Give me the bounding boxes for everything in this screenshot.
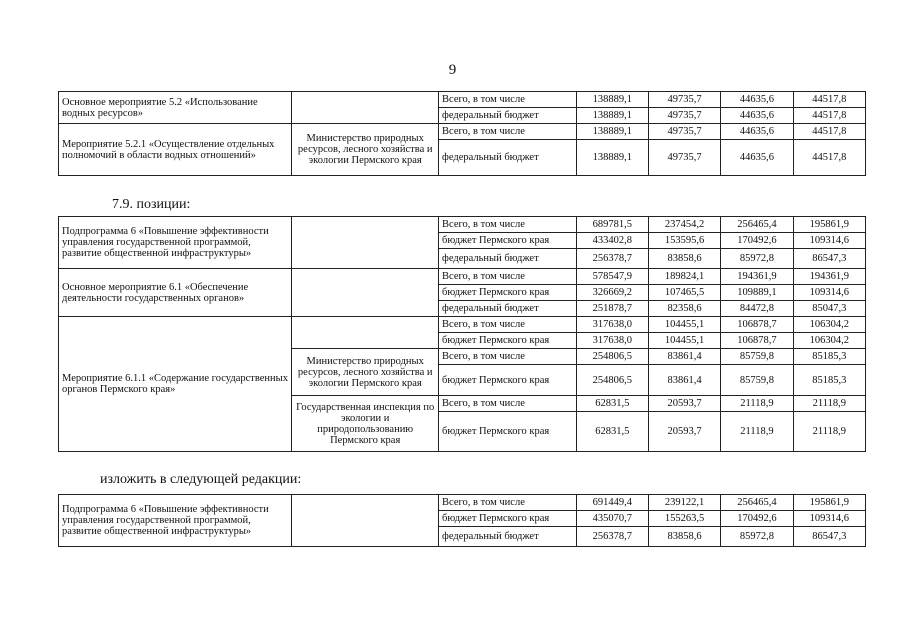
amount-cell: 21118,9 bbox=[721, 396, 793, 412]
amount-cell: 44635,6 bbox=[721, 108, 793, 124]
heading-new-edition: изложить в следующей редакции: bbox=[100, 472, 302, 487]
amount-cell: 44635,6 bbox=[721, 92, 793, 108]
amount-cell: 109889,1 bbox=[721, 285, 793, 301]
amount-cell: 82358,6 bbox=[648, 301, 720, 317]
amount-cell: 106304,2 bbox=[793, 333, 865, 349]
table-row bbox=[59, 217, 866, 233]
amount-cell: 317638,0 bbox=[576, 333, 648, 349]
amount-cell: 44517,8 bbox=[793, 108, 865, 124]
executor-name bbox=[292, 269, 439, 317]
funding-source: федеральный бюджет bbox=[439, 108, 577, 124]
amount-cell: 84472,8 bbox=[721, 301, 793, 317]
amount-cell: 138889,1 bbox=[576, 140, 648, 176]
amount-cell: 85972,8 bbox=[721, 249, 793, 269]
amount-cell: 326669,2 bbox=[576, 285, 648, 301]
amount-cell: 62831,5 bbox=[576, 412, 648, 452]
amount-cell: 239122,1 bbox=[648, 495, 720, 511]
amount-cell: 85185,3 bbox=[793, 349, 865, 365]
amount-cell: 44517,8 bbox=[793, 140, 865, 176]
funding-source: Всего, в том числе bbox=[439, 349, 577, 365]
amount-cell: 138889,1 bbox=[576, 124, 648, 140]
amount-cell: 21118,9 bbox=[793, 412, 865, 452]
measure-name: Подпрограмма 6 «Повышение эффективности управления государственной программой, развитие общественной инфраструктуры» bbox=[59, 495, 292, 547]
amount-cell: 44517,8 bbox=[793, 92, 865, 108]
measure-name: Мероприятие 5.2.1 «Осуществление отдельных полномочий в области водных отношений» bbox=[59, 124, 292, 176]
executor-name bbox=[292, 92, 439, 124]
amount-cell: 254806,5 bbox=[576, 365, 648, 396]
measure-name: Мероприятие 6.1.1 «Содержание государственных органов Пермского края» bbox=[59, 317, 292, 452]
amount-cell: 49735,7 bbox=[648, 140, 720, 176]
amount-cell: 83861,4 bbox=[648, 349, 720, 365]
amount-cell: 83858,6 bbox=[648, 527, 720, 547]
amount-cell: 83858,6 bbox=[648, 249, 720, 269]
amount-cell: 189824,1 bbox=[648, 269, 720, 285]
funding-source: Всего, в том числе bbox=[439, 92, 577, 108]
table-row bbox=[59, 92, 866, 108]
amount-cell: 256465,4 bbox=[721, 217, 793, 233]
page-number: 9 bbox=[448, 62, 457, 78]
budget-table-section-5 bbox=[58, 91, 866, 176]
amount-cell: 49735,7 bbox=[648, 124, 720, 140]
executor-name bbox=[292, 495, 439, 547]
amount-cell: 44635,6 bbox=[721, 140, 793, 176]
amount-cell: 44635,6 bbox=[721, 124, 793, 140]
amount-cell: 104455,1 bbox=[648, 317, 720, 333]
measure-name: Основное мероприятие 5.2 «Использование водных ресурсов» bbox=[59, 92, 292, 124]
amount-cell: 317638,0 bbox=[576, 317, 648, 333]
amount-cell: 86547,3 bbox=[793, 527, 865, 547]
amount-cell: 49735,7 bbox=[648, 92, 720, 108]
amount-cell: 194361,9 bbox=[721, 269, 793, 285]
amount-cell: 433402,8 bbox=[576, 233, 648, 249]
funding-source: бюджет Пермского края bbox=[439, 412, 577, 452]
executor-name: Министерство природных ресурсов, лесного хозяйства и экологии Пермского края bbox=[292, 349, 439, 396]
executor-name: Государственная инспекция по экологии и природопользованию Пермского края bbox=[292, 396, 439, 452]
funding-source: Всего, в том числе bbox=[439, 495, 577, 511]
amount-cell: 691449,4 bbox=[576, 495, 648, 511]
amount-cell: 106878,7 bbox=[721, 317, 793, 333]
measure-name: Подпрограмма 6 «Повышение эффективности управления государственной программой, развитие общественной инфраструктуры» bbox=[59, 217, 292, 269]
amount-cell: 85972,8 bbox=[721, 527, 793, 547]
funding-source: федеральный бюджет bbox=[439, 301, 577, 317]
table-row bbox=[59, 124, 866, 140]
amount-cell: 62831,5 bbox=[576, 396, 648, 412]
table-row bbox=[59, 269, 866, 285]
amount-cell: 435070,7 bbox=[576, 511, 648, 527]
executor-name bbox=[292, 317, 439, 349]
amount-cell: 85047,3 bbox=[793, 301, 865, 317]
funding-source: бюджет Пермского края bbox=[439, 511, 577, 527]
budget-table-section-6-old bbox=[58, 216, 866, 452]
amount-cell: 21118,9 bbox=[721, 412, 793, 452]
amount-cell: 44517,8 bbox=[793, 124, 865, 140]
amount-cell: 109314,6 bbox=[793, 285, 865, 301]
funding-source: Всего, в том числе bbox=[439, 124, 577, 140]
executor-name bbox=[292, 217, 439, 269]
heading-positions: 7.9. позиции: bbox=[112, 197, 191, 212]
measure-name: Основное мероприятие 6.1 «Обеспечение деятельности государственных органов» bbox=[59, 269, 292, 317]
amount-cell: 83861,4 bbox=[648, 365, 720, 396]
amount-cell: 104455,1 bbox=[648, 333, 720, 349]
funding-source: бюджет Пермского края bbox=[439, 365, 577, 396]
amount-cell: 256378,7 bbox=[576, 249, 648, 269]
amount-cell: 85185,3 bbox=[793, 365, 865, 396]
amount-cell: 107465,5 bbox=[648, 285, 720, 301]
amount-cell: 578547,9 bbox=[576, 269, 648, 285]
amount-cell: 138889,1 bbox=[576, 108, 648, 124]
amount-cell: 106304,2 bbox=[793, 317, 865, 333]
table-row bbox=[59, 495, 866, 511]
amount-cell: 194361,9 bbox=[793, 269, 865, 285]
amount-cell: 256378,7 bbox=[576, 527, 648, 547]
funding-source: федеральный бюджет bbox=[439, 249, 577, 269]
funding-source: федеральный бюджет bbox=[439, 527, 577, 547]
amount-cell: 138889,1 bbox=[576, 92, 648, 108]
budget-table-section-6-new bbox=[58, 494, 866, 547]
amount-cell: 195861,9 bbox=[793, 217, 865, 233]
amount-cell: 195861,9 bbox=[793, 495, 865, 511]
amount-cell: 237454,2 bbox=[648, 217, 720, 233]
amount-cell: 86547,3 bbox=[793, 249, 865, 269]
funding-source: Всего, в том числе bbox=[439, 317, 577, 333]
funding-source: Всего, в том числе bbox=[439, 217, 577, 233]
amount-cell: 49735,7 bbox=[648, 108, 720, 124]
amount-cell: 251878,7 bbox=[576, 301, 648, 317]
funding-source: бюджет Пермского края bbox=[439, 285, 577, 301]
amount-cell: 170492,6 bbox=[721, 233, 793, 249]
funding-source: бюджет Пермского края bbox=[439, 233, 577, 249]
executor-name: Министерство природных ресурсов, лесного хозяйства и экологии Пермского края bbox=[292, 124, 439, 176]
funding-source: Всего, в том числе bbox=[439, 396, 577, 412]
amount-cell: 254806,5 bbox=[576, 349, 648, 365]
amount-cell: 85759,8 bbox=[721, 365, 793, 396]
amount-cell: 85759,8 bbox=[721, 349, 793, 365]
table-row bbox=[59, 317, 866, 333]
funding-source: бюджет Пермского края bbox=[439, 333, 577, 349]
amount-cell: 106878,7 bbox=[721, 333, 793, 349]
funding-source: федеральный бюджет bbox=[439, 140, 577, 176]
amount-cell: 153595,6 bbox=[648, 233, 720, 249]
amount-cell: 109314,6 bbox=[793, 511, 865, 527]
amount-cell: 689781,5 bbox=[576, 217, 648, 233]
amount-cell: 20593,7 bbox=[648, 412, 720, 452]
amount-cell: 21118,9 bbox=[793, 396, 865, 412]
amount-cell: 256465,4 bbox=[721, 495, 793, 511]
amount-cell: 109314,6 bbox=[793, 233, 865, 249]
funding-source: Всего, в том числе bbox=[439, 269, 577, 285]
amount-cell: 170492,6 bbox=[721, 511, 793, 527]
amount-cell: 155263,5 bbox=[648, 511, 720, 527]
amount-cell: 20593,7 bbox=[648, 396, 720, 412]
